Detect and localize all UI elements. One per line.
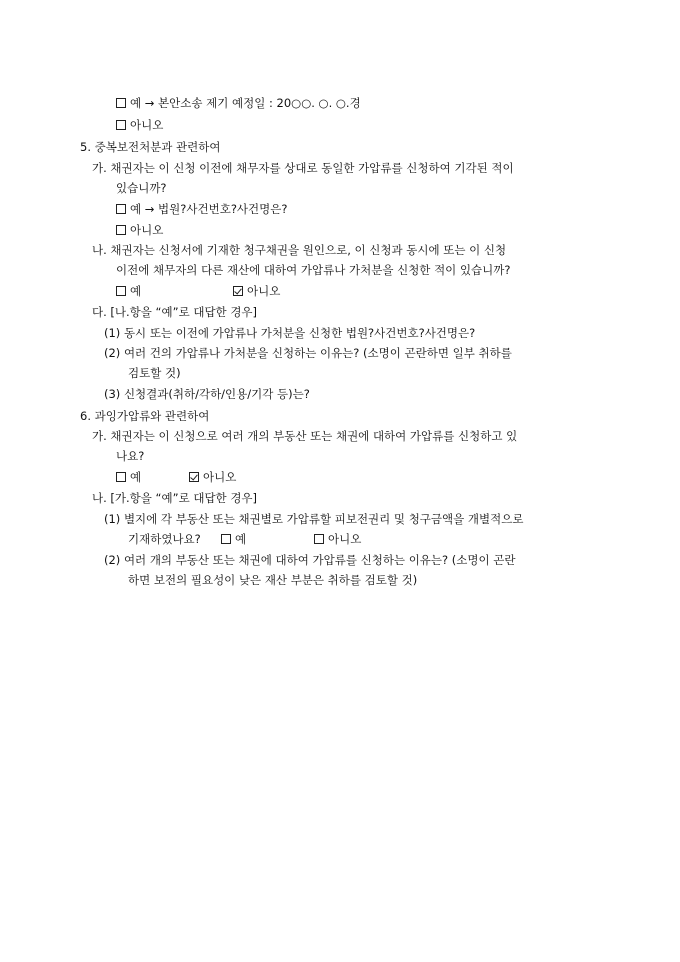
section-heading: 5. 중복보전처분과 관련하여 — [80, 140, 221, 154]
option-text: 아니오 — [247, 284, 281, 298]
option-row — [314, 531, 361, 547]
question-text: (2) 여러 건의 가압류나 가처분을 신청하는 이유는? (소명이 곤란하면 일부 취하를 — [104, 346, 512, 360]
question-text: 가. 채권자는 이 신청으로 여러 개의 부동산 또는 채권에 대하여 가압류를 신청하고 있 — [92, 429, 518, 443]
option-row — [116, 201, 287, 217]
option-text: 예 — [235, 532, 247, 546]
question-text: (1) 별지에 각 부동산 또는 채권별로 가압류할 피보전권리 및 청구금액을 개별적으로 — [104, 512, 524, 526]
checkbox-l2-no[interactable] — [116, 120, 126, 130]
question-text: 하면 보전의 필요성이 낮은 재산 부분은 취하를 검토할 것) — [128, 573, 418, 587]
sub-heading: 다. [나.항을 “예”로 대답한 경우] — [92, 305, 258, 319]
checkbox-s5b-yes[interactable] — [116, 286, 126, 296]
checkbox-s5b-no[interactable] — [233, 286, 243, 296]
option-row — [116, 469, 141, 485]
checkbox-s5a-yes[interactable] — [116, 204, 126, 214]
option-text: 아니오 — [203, 470, 237, 484]
option-row — [233, 283, 280, 299]
option-text: 아니오 — [130, 118, 164, 132]
option-row — [116, 222, 163, 238]
option-text: 예 → 본안소송 제기 예정일 : 20○○. ○. ○.경 — [130, 96, 361, 110]
question-text: (3) 신청결과(취하/각하/인용/기각 등)는? — [104, 387, 310, 401]
checkbox-s6a-no[interactable] — [189, 472, 199, 482]
option-row — [116, 283, 141, 299]
question-text: (1) 동시 또는 이전에 가압류나 가처분을 신청한 법원?사건번호?사건명은? — [104, 326, 476, 340]
question-text: 있습니까? — [116, 181, 167, 195]
question-text: 나. 채권자는 신청서에 기재한 청구채권을 원인으로, 이 신청과 동시에 또는 이 신청 — [92, 243, 507, 257]
option-text: 아니오 — [130, 223, 164, 237]
option-row — [189, 469, 236, 485]
question-text: 기재하였나요? — [128, 532, 201, 546]
question-text: 나요? — [116, 449, 145, 463]
question-text: 가. 채권자는 이 신청 이전에 채무자를 상대로 동일한 가압류를 신청하여 기각된 적이 — [92, 161, 514, 175]
question-text: (2) 여러 개의 부동산 또는 채권에 대하여 가압류를 신청하는 이유는? (소명이 곤란 — [104, 553, 516, 567]
option-text: 아니오 — [328, 532, 362, 546]
checkbox-l1-yes[interactable] — [116, 98, 126, 108]
checkbox-s6a-yes[interactable] — [116, 472, 126, 482]
option-text: 예 → 법원?사건번호?사건명은? — [130, 202, 288, 216]
question-text: 이전에 채무자의 다른 재산에 대하여 가압류나 가처분을 신청한 적이 있습니까? — [116, 263, 511, 277]
checkbox-s6b1-yes[interactable] — [221, 534, 231, 544]
option-text: 예 — [130, 284, 142, 298]
option-row — [116, 117, 163, 133]
checkbox-s5a-no[interactable] — [116, 225, 126, 235]
checkbox-s6b1-no[interactable] — [314, 534, 324, 544]
sub-heading: 나. [가.항을 “예”로 대답한 경우] — [92, 491, 258, 505]
option-row — [116, 95, 361, 111]
question-text: 검토할 것) — [128, 366, 181, 380]
section-heading: 6. 과잉가압류와 관련하여 — [80, 409, 210, 423]
option-text: 예 — [130, 470, 142, 484]
option-row — [221, 531, 246, 547]
